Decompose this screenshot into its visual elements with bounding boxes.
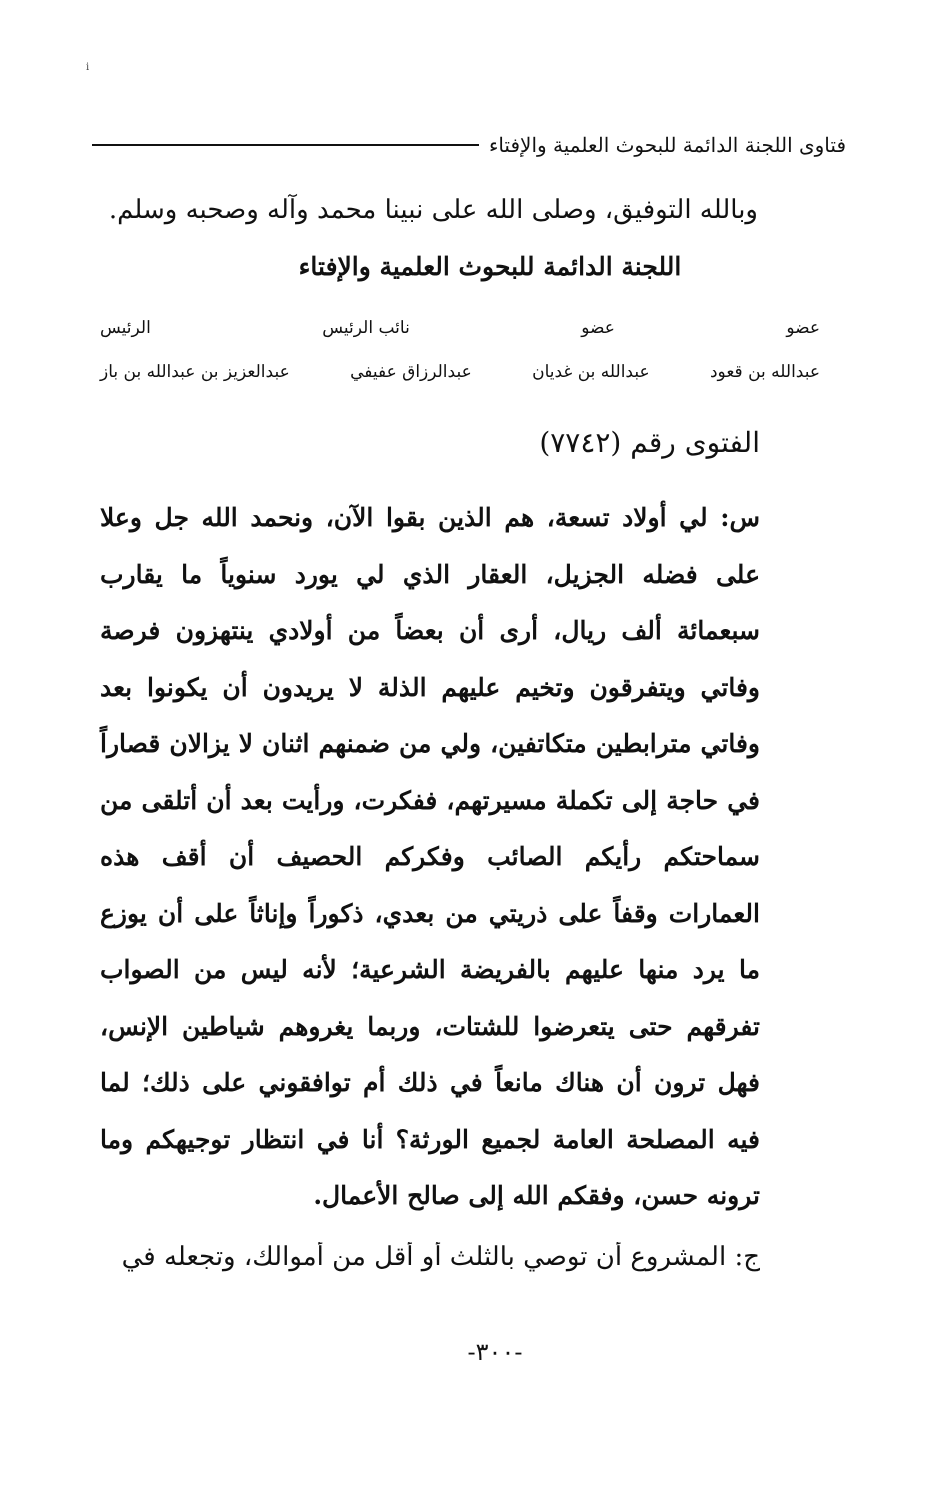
answer-text: ج: المشروع أن توصي بالثلث أو أقل من أموالك، وتجعله في bbox=[121, 1242, 760, 1272]
signatory-name: عبدالعزيز بن عبدالله بن باز bbox=[100, 362, 290, 382]
header-rule bbox=[92, 144, 479, 146]
fatwa-number: الفتوى رقم (٧٧٤٢) bbox=[539, 426, 760, 459]
signatory-name: عبدالله بن قعود bbox=[709, 362, 820, 382]
signatory-name: عبدالرزاق عفيفي bbox=[350, 362, 472, 382]
signatory-names bbox=[100, 362, 820, 382]
closing-line: وبالله التوفيق، وصلى الله على نبينا محمد وآله وصحبه وسلم. bbox=[108, 195, 758, 225]
signatory-name: عبدالله بن غديان bbox=[532, 362, 650, 382]
signatory-role: نائب الرئيس bbox=[322, 318, 410, 338]
committee-name: اللجنة الدائمة للبحوث العلمية والإفتاء bbox=[298, 252, 682, 281]
page-number: -٣٠٠- bbox=[467, 1338, 523, 1366]
signatory-roles bbox=[100, 318, 820, 338]
signatory-role: عضو bbox=[581, 318, 615, 338]
question-text: س: لي أولاد تسعة، هم الذين بقوا الآن، ونحمد الله جل وعلا على فضله الجزيل، العقار الذي لي يورد سنوياً ما يقارب سبعمائة ألف ريال، أرى أن بعضاً من أولادي ينتهزون فرصة وفاتي ويتفرقون وتخيم عليهم الذلة لا يريدون أن يكونوا بعد وفاتي مترابطين متكاتفين، ولي من ضمنهم اثنان لا يزالان قصاراً في حاجة إلى تكملة مسيرتهم، ففكرت، ورأيت بعد أن أتلقى من سماحتكم رأيكم الصائب وفكركم الحصيف أن أقف هذه العمارات وقفاً على ذريتي من بعدي، ذكوراً وإناثاً على أن يوزع ما يرد منها عليهم بالفريضة الشرعية؛ لأنه ليس من الصواب تفرقهم حتى يتعرضوا للشتات، وربما يغروهم شياطين الإنس، فهل ترون أن هناك مانعاً في ذلك أم توافقوني على ذلك؛ لما فيه المصلحة العامة لجميع الورثة؟ أنا في انتظار توجيهكم وما ترونه حسن، وفقكم الله إلى صالح الأعمال. bbox=[100, 503, 760, 1210]
running-header bbox=[92, 128, 846, 162]
signatory-role: الرئيس bbox=[100, 318, 151, 338]
corner-mark: i bbox=[86, 62, 90, 73]
signatory-role: عضو bbox=[786, 318, 820, 338]
running-title: فتاوى اللجنة الدائمة للبحوث العلمية والإفتاء bbox=[488, 133, 846, 157]
